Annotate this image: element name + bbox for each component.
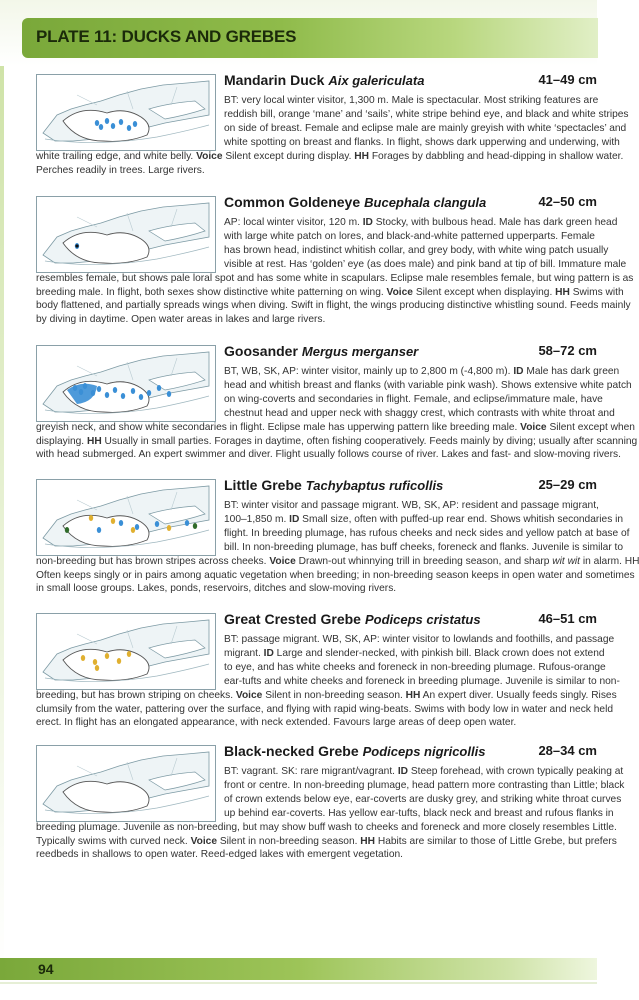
text-line: by diving in daytime. Open water areas in lakes and large rivers. xyxy=(36,314,326,326)
plate-title-bar xyxy=(22,18,598,58)
range-marker xyxy=(105,118,109,124)
range-marker xyxy=(95,120,99,126)
range-marker xyxy=(119,119,123,125)
range-marker xyxy=(157,385,161,391)
plate-title: PLATE 11: DUCKS AND GREBES xyxy=(36,27,297,46)
species-name: Mandarin Duck xyxy=(224,72,325,88)
distribution-map xyxy=(36,745,216,822)
species-description-lower xyxy=(36,555,639,597)
species-description-upper xyxy=(224,633,620,689)
species-heading xyxy=(224,477,597,497)
range-marker xyxy=(193,523,197,529)
range-marker xyxy=(65,527,69,533)
range-marker xyxy=(117,658,121,664)
text-line: migrant. ID Large and slender-necked, with pinkish bill. Black crown does not extend xyxy=(224,647,605,659)
range-marker xyxy=(127,651,131,657)
text-line: on side of breast. Female and eclipse male are mainly greyish with white ‘spectacles’ and xyxy=(224,122,627,134)
species-size: 41–49 cm xyxy=(538,72,597,87)
text-line: chestnut head and upper neck with shaggy crest, which contrasts with white throat and xyxy=(224,407,615,419)
range-marker xyxy=(111,518,115,524)
page-number: 94 xyxy=(38,961,54,977)
text-line: AP: local winter visitor, 120 m. ID Stocky, with bulbous head. Male has dark green head xyxy=(224,217,618,228)
range-marker xyxy=(185,520,189,526)
text-line: breeding plumage. Juvenile as non-breeding, but may show buff wash to cheeks and foreneck and more closely resembles Little. xyxy=(36,821,617,833)
range-marker xyxy=(99,124,103,130)
text-line: greyish neck, and show white secondaries in flight. Eclipse male has upperwing pattern like breeding male. Voice Silent except when xyxy=(36,421,635,433)
species-latin-name: Mergus merganser xyxy=(301,344,419,359)
species-description-upper xyxy=(224,365,632,421)
species-heading xyxy=(224,72,597,92)
species-name: Black-necked Grebe xyxy=(224,743,359,759)
species-size: 25–29 cm xyxy=(538,477,597,492)
species-size: 42–50 cm xyxy=(538,194,597,209)
text-line: up behind ear-coverts. Has yellow ear-tufts, black neck and breast and rufous flanks in xyxy=(224,807,614,819)
text-line: reddish bill, orange ‘mane’ and ‘sails’, white stripe behind eye, and black and white stripes xyxy=(224,108,629,120)
distribution-map xyxy=(36,74,216,151)
range-marker xyxy=(95,665,99,671)
range-marker xyxy=(113,387,117,393)
species-description-lower xyxy=(36,272,634,328)
text-line: BT: very local winter visitor, 1,300 m. Male is spectacular. Most striking features are xyxy=(224,95,599,106)
range-marker xyxy=(131,527,135,533)
text-line: Perches readily in trees. Large rivers. xyxy=(36,164,205,176)
text-line: 100–1,850 m. ID Small size, often with puffed-up rear end. Shows whitish secondaries in xyxy=(224,513,624,525)
range-marker xyxy=(111,123,115,129)
species-heading xyxy=(224,343,597,363)
species-description-upper xyxy=(224,216,627,272)
species-description-lower xyxy=(36,150,624,178)
text-line: with head submerged. An expert swimmer and diver. Flight usually follows course of river. Lakes and fast- and slow-moving rivers. xyxy=(36,449,621,461)
text-line: BT: winter visitor and passage migrant. WB, SK, AP: resident and passage migrant, xyxy=(224,500,599,511)
text-line: displaying. HH Usually in small parties. Forages in daytime, often fishing cooperatively. Feeds mainly by diving; usually after scanning xyxy=(36,435,638,447)
text-line: bill. In non-breeding plumage, has buff cheeks, foreneck and flanks. Juvenile is similar to xyxy=(224,541,624,553)
range-marker xyxy=(167,391,171,397)
species-latin-name: Bucephala clangula xyxy=(364,195,487,210)
text-line: with large white patch on lores, and black-and-white patterned upperparts. Female xyxy=(224,230,595,242)
range-marker xyxy=(167,525,171,531)
species-latin-name: Aix galericulata xyxy=(328,73,425,88)
text-line: BT: passage migrant. WB, SK, AP: winter visitor to lowlands and foothills, and passage xyxy=(224,634,615,645)
range-marker xyxy=(89,515,93,521)
species-name: Great Crested Grebe xyxy=(224,611,361,627)
range-marker xyxy=(121,393,125,399)
range-marker xyxy=(91,390,95,396)
distribution-map xyxy=(36,196,216,273)
species-name: Common Goldeneye xyxy=(224,194,361,210)
distribution-map xyxy=(36,479,216,556)
species-heading xyxy=(224,743,597,763)
text-line: erect. In flight has an elongated appearance, with neck extended. Favours large areas of deep open water. xyxy=(36,717,517,729)
text-line: of crown extends below eye, ear-coverts are dusky grey, and striking white throat curves xyxy=(224,793,622,805)
footer-band xyxy=(0,958,597,980)
species-size: 28–34 cm xyxy=(538,743,597,758)
text-line: BT: vagrant. SK: rare migrant/vagrant. ID Steep forehead, with crown typically peaking at xyxy=(224,766,624,777)
text-line: Often keeps singly or in pairs among aquatic vegetation when breeding; in non-breeding season keeps in open water and sometimes xyxy=(36,569,635,581)
range-marker xyxy=(93,659,97,665)
range-marker xyxy=(133,121,137,127)
range-marker xyxy=(83,383,87,389)
species-size: 46–51 cm xyxy=(538,611,597,626)
species-latin-name: Tachybaptus ruficollis xyxy=(305,478,444,493)
range-marker xyxy=(131,388,135,394)
text-line: BT, WB, SK, AP: winter visitor, mainly up to 2,800 m (-4,800 m). ID Male has dark green xyxy=(224,366,620,377)
record-dot xyxy=(75,244,78,247)
species-description-lower xyxy=(36,821,617,863)
species-latin-name: Podiceps cristatus xyxy=(364,612,481,627)
text-line: in small loose groups. Lakes, ponds, reservoirs, ditches and slow-moving rivers. xyxy=(36,583,397,595)
range-marker xyxy=(119,520,123,526)
distribution-map xyxy=(36,345,216,422)
text-line: white spotting on breast and flanks. In flight, shows dark upperwing and underwing, with xyxy=(224,136,620,148)
species-latin-name: Podiceps nigricollis xyxy=(362,744,486,759)
text-line: Typically swims with curved neck. Voice Silent in non-breeding season. HH Habits are similar to those of Little Grebe, but prefers xyxy=(36,835,617,847)
page-edge-rule xyxy=(0,66,4,966)
text-line: breeding, but has brown striping on cheeks. Voice Silent in non-breeding season. HH An expert diver. Usually feeds singly. Rises xyxy=(36,689,617,701)
text-line: resembles female, but shows pale loral spot and has some white in scapulars. Eclipse male resembles female, but wing pattern is as xyxy=(36,272,634,284)
text-line: reedbeds in shallows to open water. Reed-edged lakes with emergent vegetation. xyxy=(36,849,403,861)
species-size: 58–72 cm xyxy=(538,343,597,358)
range-marker xyxy=(81,655,85,661)
range-marker xyxy=(105,392,109,398)
range-marker xyxy=(105,653,109,659)
range-marker xyxy=(127,125,131,131)
range-marker xyxy=(147,390,151,396)
range-marker xyxy=(97,386,101,392)
text-line: ear-tufts and white cheeks and foreneck in breeding plumage. Juvenile is similar to non- xyxy=(224,675,620,687)
species-description-upper xyxy=(224,94,629,150)
species-description-upper xyxy=(224,765,625,821)
text-line: breeding male. In flight, both sexes show distinctive white patterning on wing. Voice Silent except when displaying. HH Swims with xyxy=(36,286,624,298)
text-line: body flattened, and partially spreads wings when diving. Swift in flight, the wings producing distinctive whistling sound. Feeds mainly xyxy=(36,300,631,312)
range-marker xyxy=(79,389,83,395)
text-line: on wing-coverts and secondaries in flight. Female, and eclipse/immature male, have xyxy=(224,393,603,405)
species-heading xyxy=(224,611,597,631)
species-description-lower xyxy=(36,421,638,463)
distribution-map xyxy=(36,613,216,690)
range-marker xyxy=(139,394,143,400)
range-marker xyxy=(73,385,77,391)
text-line: white trailing edge, and white belly. Voice Silent except during display. HH Forages by dabbling and head-dipping in shallow water. xyxy=(36,150,624,162)
species-description-lower xyxy=(36,689,617,731)
species-description-upper xyxy=(224,499,630,555)
text-line: clumsily from the water, pattering over the surface, and flying with rapid wing-beats. Swims with body low in water and neck held xyxy=(36,703,613,715)
range-marker xyxy=(97,527,101,533)
footer-rule xyxy=(0,982,597,984)
text-line: front or centre. In non-breeding plumage, head pattern more contrasting than Little; black xyxy=(224,779,625,791)
text-line: has brown head, indistinct whitish collar, and grey body, with white wing patch usually xyxy=(224,244,609,256)
range-marker xyxy=(135,524,139,530)
text-line: flight. In breeding plumage, has rufous cheeks and neck sides and yellow patch at base of xyxy=(224,527,630,539)
species-heading xyxy=(224,194,597,214)
range-marker xyxy=(155,521,159,527)
species-name: Goosander xyxy=(224,343,298,359)
text-line: visible at rest. Has ‘golden’ eye (as does male) and pink band at tip of bill. Immature male xyxy=(224,258,627,270)
species-name: Little Grebe xyxy=(224,477,302,493)
text-line: head and whitish breast and flanks (with variable pink wash). Shows extensive white patch xyxy=(224,379,632,391)
text-line: to eye, and has white cheeks and foreneck in non-breeding plumage. Rufous-orange xyxy=(224,661,606,673)
text-line: non-breeding but has brown stripes across cheeks. Voice Drawn-out whinnying trill in breeding season, and sharp wit wit in alarm. HH xyxy=(36,555,639,567)
